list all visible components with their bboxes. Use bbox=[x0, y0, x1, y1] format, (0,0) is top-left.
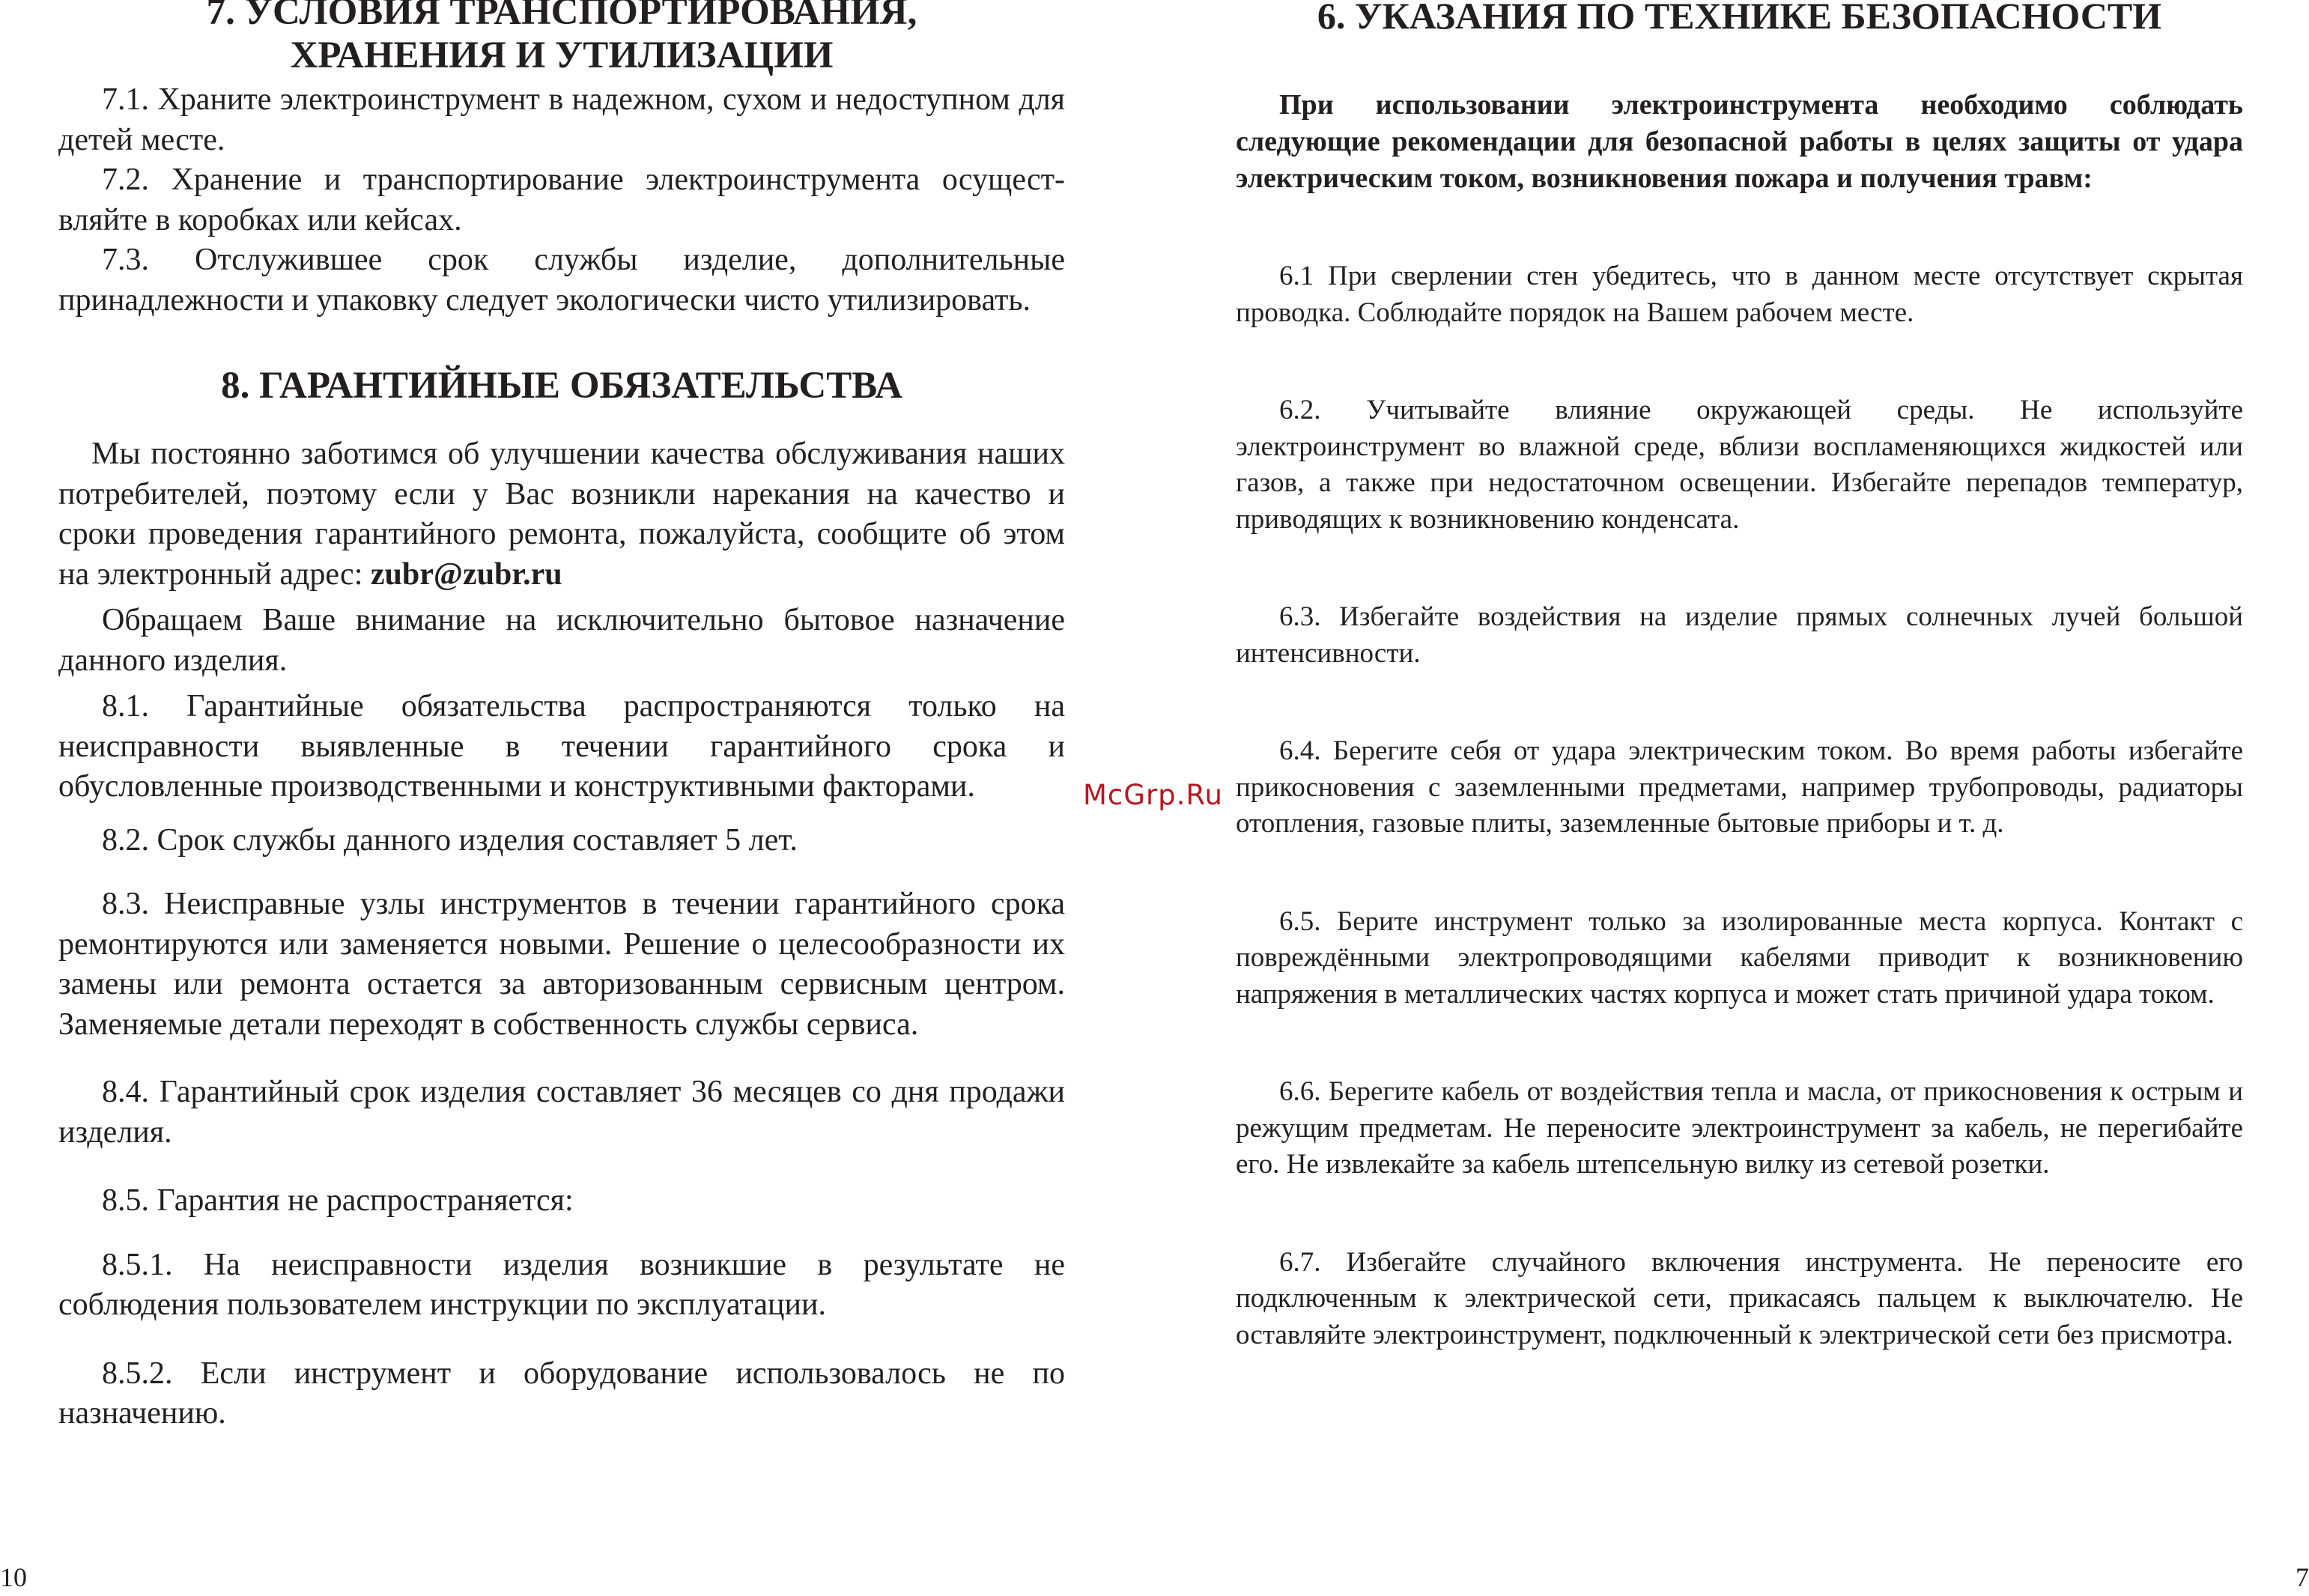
paragraph-6-2: 6.2. Учитывайте влияние окружающей среды. Не используйте электроинструмент во влажной среде, вблизи воспламеняющихся жидкостей или газов, а также при недостаточном освещении. Избегайте перепадов температур, приводящих к возникновению конденсата. bbox=[1236, 395, 2243, 535]
paragraph-6-7: 6.7. Избегайте случайного включения инструмента. Не переносите его подключенным к электрической сети, прикасаясь пальцем к выключателю. Не оставляйте электроинструмент, подключенный к электрической сети без присмотра. bbox=[1236, 1246, 2243, 1350]
section-6-title: 6. УКАЗАНИЯ ПО ТЕХНИКЕ БЕЗОПАСНОСТИ bbox=[1317, 0, 2162, 37]
paragraph-6-4: 6.4. Берегите себя от удара электрическим током. Во время работы избегайте прикосновения с заземленными предметами, например трубопроводы, радиаторы отопления, газовые плиты, заземленные бытовые приборы и т. д. bbox=[1236, 735, 2243, 839]
paragraph-8-1: 8.1. Гарантийные обязательства распространяются только на неисправности выявленные в течении гарантийного срока и обусловленные производственными и конструктивными факторами. bbox=[58, 689, 1065, 804]
paragraph-6-3: 6.3. Избегайте воздействия на изделие прямых солнечных лучей большой интенсивности. bbox=[1236, 601, 2243, 669]
page-number-left: 10 bbox=[0, 1562, 27, 1592]
paragraph-6-1: 6.1 При сверлении стен убедитесь, что в данном месте отсутствует скрытая проводка. Соблюдайте порядок на Вашем рабочем месте. bbox=[1236, 261, 2243, 328]
left-page bbox=[58, 0, 1065, 1434]
contact-email: zubr@zubr.ru bbox=[370, 556, 562, 592]
paragraph-6-6: 6.6. Берегите кабель от воздействия тепла и масла, от прикосновения к острым и режущим предметам. Не переносите электроинструмент за кабель, не перегибайте его. Не извлекайте за кабель штепсельную вилку из сетевой розетки. bbox=[1236, 1076, 2243, 1180]
section-8-title: 8. ГАРАНТИЙНЫЕ ОБЯЗАТЕЛЬСТВА bbox=[221, 365, 902, 407]
paragraph-8-4: 8.4. Гарантийный срок изделия составляет 36 месяцев со дня продажи изделия. bbox=[58, 1075, 1065, 1150]
warranty-intro-text: Мы постоянно заботимся об улучшении качества обслуживания наших потребителей, поэтому если у Вас возникли нарекания на качество и сроки проведения гарантийного ремонта, пожалуйста, сообщите об этом на электронный адрес: bbox=[58, 437, 1065, 592]
paragraph-7-2: 7.2. Хранение и транспортирование электроинструмента осущест-вляйте в коробках или кейсах. bbox=[58, 163, 1065, 237]
right-page bbox=[1236, 0, 2243, 1353]
paragraph-8-5-2: 8.5.2. Если инструмент и оборудование использовалось не по назначению. bbox=[58, 1356, 1065, 1430]
safety-intro: При использовании электроинструмента необходимо соблюдать следующие рекомендации для безопасной работы в целях защиты от удара электрическим током, возникновения пожара и получения травм: bbox=[1236, 89, 2243, 194]
paragraph-8-5-1: 8.5.1. На неисправности изделия возникшие в результате не соблюдения пользователем инструкции по эксплуатации. bbox=[58, 1247, 1065, 1322]
page-number-right: 7 bbox=[2296, 1562, 2309, 1592]
paragraph-7-1: 7.1. Храните электроинструмент в надежном, сухом и недоступном для детей месте. bbox=[58, 82, 1065, 157]
warranty-intro bbox=[58, 434, 1065, 595]
household-use-note: Обращаем Ваше внимание на исключительно бытовое назначение данного изделия. bbox=[58, 603, 1065, 678]
section-7-title bbox=[58, 0, 1065, 77]
paragraph-8-5: 8.5. Гарантия не распространяется: bbox=[102, 1183, 574, 1218]
paragraph-7-3: 7.3. Отслужившее срок службы изделие, дополнительные принадлежности и упаковку следует экологически чисто утилизировать. bbox=[58, 243, 1065, 318]
paragraph-6-5: 6.5. Берите инструмент только за изолированные места корпуса. Контакт с повреждёнными электропроводящими кабелями приводит к возникновению напряжения в металлических частях корпуса и может стать причиной удара током. bbox=[1236, 905, 2243, 1010]
paragraph-8-3: 8.3. Неисправные узлы инструментов в течении гарантийного срока ремонтируются или заменяется новыми. Решение о целесообразности их замены или ремонта остается за авторизованным сервисным центром. Заменяемые детали переходят в собственность службы сервиса. bbox=[58, 887, 1065, 1042]
paragraph-8-2: 8.2. Срок службы данного изделия составляет 5 лет. bbox=[102, 822, 798, 858]
watermark: McGrp.Ru bbox=[1083, 779, 1223, 811]
section-7-title-line1: 7. УСЛОВИЯ ТРАНСПОРТИРОВАНИЯ, bbox=[206, 0, 917, 33]
section-7-title-line2: ХРАНЕНИЯ И УТИЛИЗАЦИИ bbox=[290, 34, 834, 76]
